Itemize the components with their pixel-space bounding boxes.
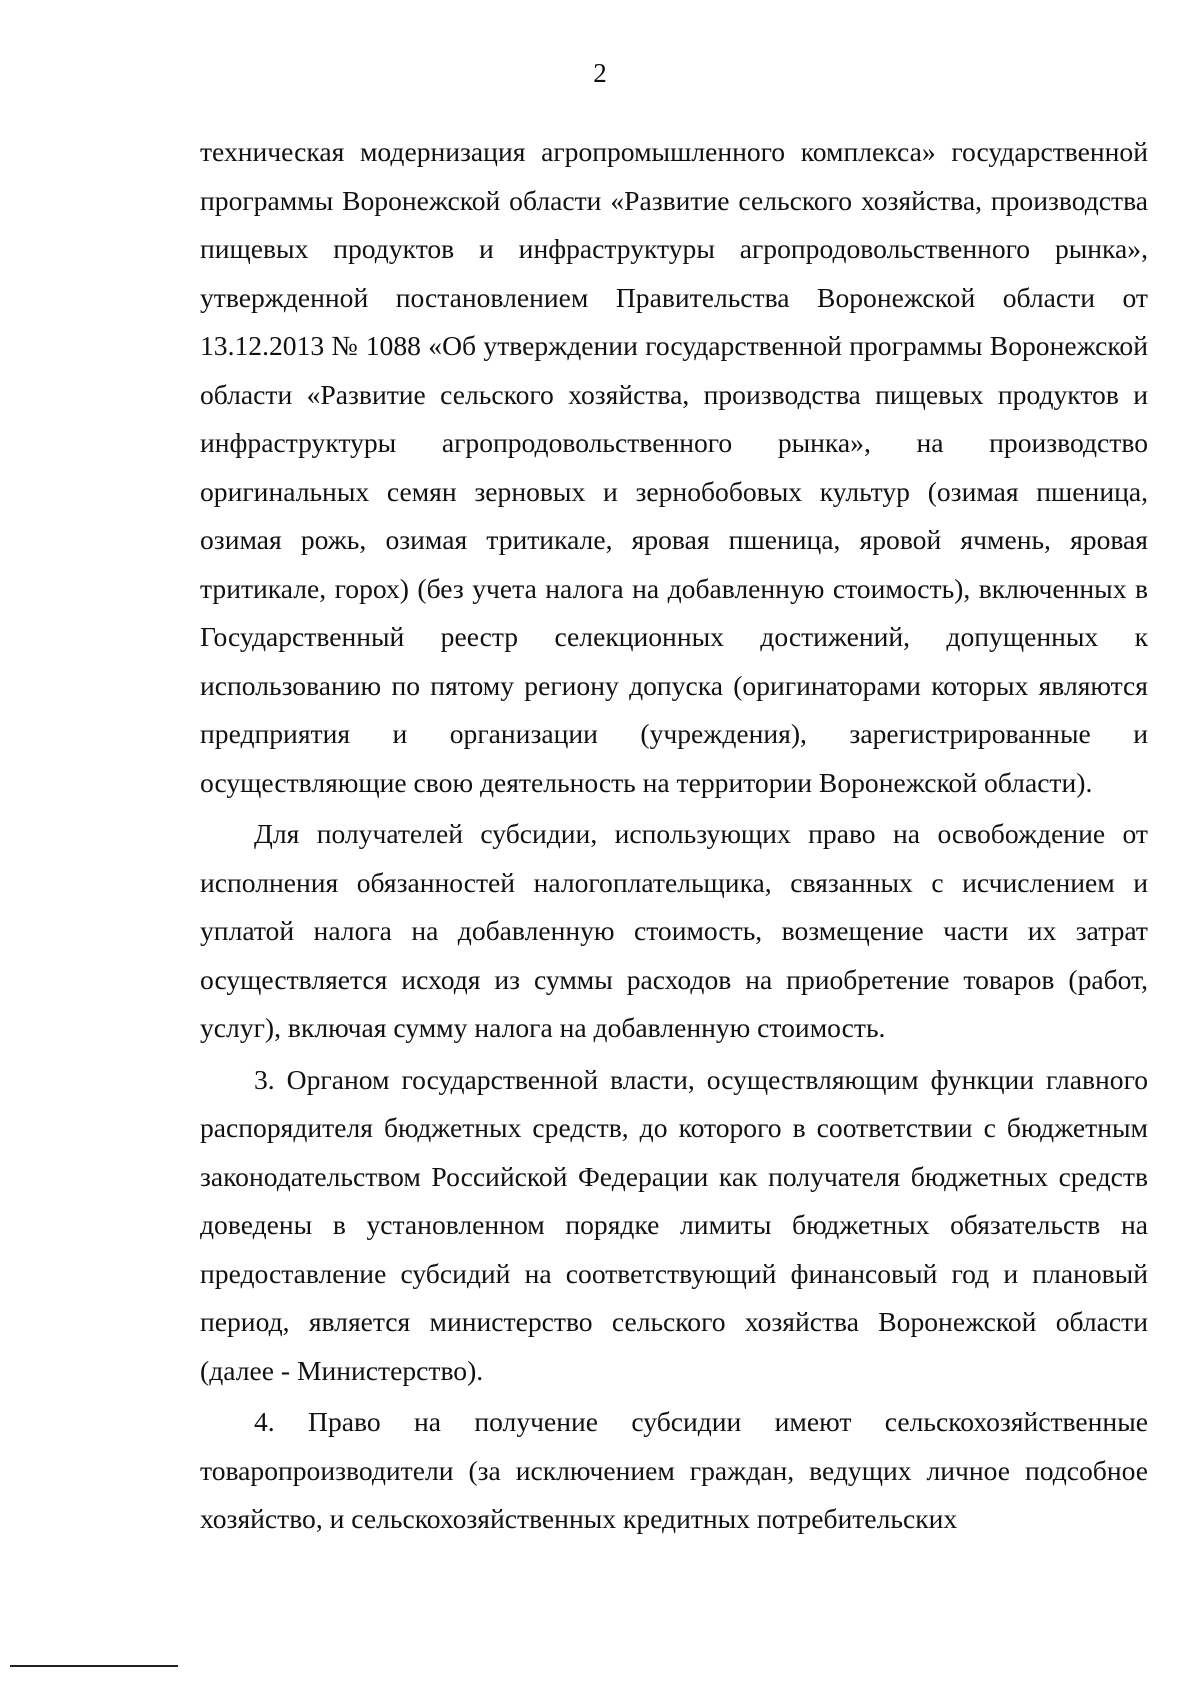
paragraph-item-3: 3. Органом государственной власти, осуществляющим функции главного распорядителя бюджетных средств, до которого в соответствии с бюджетным законодательством Российской Федерации как получателя бюджетных средств доведены в установленном порядке лимиты бюджетных обязательств на предоставление субсидий на соответствующий финансовый год и плановый период, является министерство сельского хозяйства Воронежской области (далее - Министерство). [200,1063,1148,1386]
paragraph-continuation: техническая модернизация агропромышленного комплекса» государственной программы Воронежской области «Развитие сельского хозяйства, производства пищевых продуктов и инфраструктуры агропродовольственного рынка», утвержденной постановлением Правительства Воронежской области от 13.12.2013 № 1088 «Об утверждении государственной программы Воронежской области «Развитие сельского хозяйства, производства пищевых продуктов и инфраструктуры агропродовольственного рынка», на производство оригинальных семян зерновых и зернобобовых культур (озимая пшеница, озимая рожь, озимая тритикале, яровая пшеница, яровой ячмень, яровая тритикале, горох) (без учета налога на добавленную стоимость), включенных в Государственный реестр селекционных достижений, допущенных к использованию по пятому региону допуска (оригинаторами которых являются предприятия и организации (учреждения), зарегистрированные и осуществляющие свою деятельность на территории Воронежской области). [200,136,1148,798]
page-number: 2 [593,58,607,88]
paragraph-vat-note: Для получателей субсидии, использующих право на освобождение от исполнения обязанностей налогоплательщика, связанных с исчислением и уплатой налога на добавленную стоимость, возмещение части их затрат осуществляется исходя из суммы расходов на приобретение товаров (работ, услуг), включая сумму налога на добавленную стоимость. [200,818,1148,1043]
footer-divider [10,1665,178,1667]
document-body [200,128,1148,1547]
paragraph-item-4: 4. Право на получение субсидии имеют сельскохозяйственные товаропроизводители (за исключением граждан, ведущих личное подсобное хозяйство, и сельскохозяйственных кредитных потребительских [200,1406,1148,1534]
